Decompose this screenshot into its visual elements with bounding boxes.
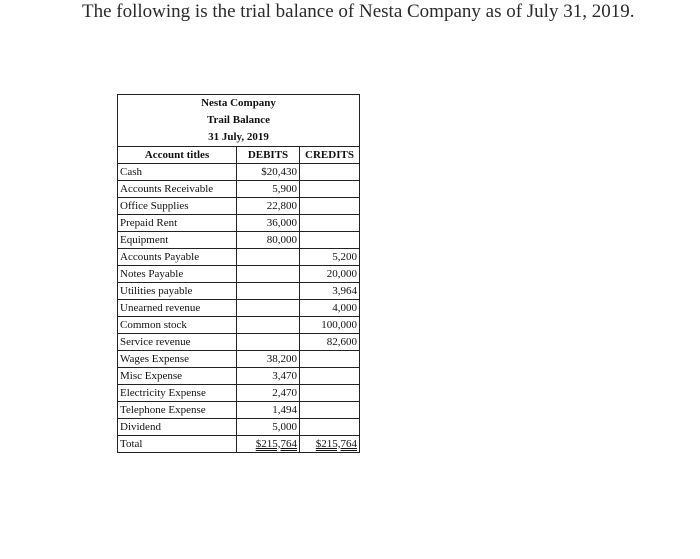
debit-cell: 36,000: [237, 215, 300, 232]
account-title-cell: Wages Expense: [118, 351, 237, 368]
table-row: [118, 334, 360, 351]
debit-cell: 22,800: [237, 198, 300, 215]
table-row: [118, 215, 360, 232]
total-row: [118, 436, 360, 453]
table-row: [118, 385, 360, 402]
debit-cell: [237, 317, 300, 334]
debit-cell: 5,900: [237, 181, 300, 198]
credit-cell: 4,000: [300, 300, 360, 317]
table-row: [118, 266, 360, 283]
statement-date: 31 July, 2019: [118, 129, 360, 147]
total-credit: $215,764: [300, 436, 360, 453]
account-title-cell: Equipment: [118, 232, 237, 249]
table-header-date-row: [118, 129, 360, 147]
credit-cell: 20,000: [300, 266, 360, 283]
table-row: [118, 351, 360, 368]
debit-cell: [237, 266, 300, 283]
account-title-cell: Prepaid Rent: [118, 215, 237, 232]
intro-text: The following is the trial balance of Nesta Company as of July 31, 2019.: [82, 1, 635, 22]
debit-cell: $20,430: [237, 164, 300, 181]
credit-cell: [300, 164, 360, 181]
account-titles-header: Account titles: [118, 147, 237, 164]
table-row: [118, 232, 360, 249]
table-row: [118, 300, 360, 317]
account-title-cell: Office Supplies: [118, 198, 237, 215]
account-title-cell: Cash: [118, 164, 237, 181]
account-title-cell: Common stock: [118, 317, 237, 334]
account-title-cell: Notes Payable: [118, 266, 237, 283]
credit-cell: 82,600: [300, 334, 360, 351]
debit-cell: 2,470: [237, 385, 300, 402]
credit-cell: [300, 351, 360, 368]
credit-cell: [300, 181, 360, 198]
credit-cell: [300, 368, 360, 385]
debit-cell: 5,000: [237, 419, 300, 436]
table-row: [118, 249, 360, 266]
company-name: Nesta Company: [118, 95, 360, 113]
column-header-row: [118, 147, 360, 164]
table-row: [118, 198, 360, 215]
credit-cell: [300, 402, 360, 419]
table-row: [118, 317, 360, 334]
table-row: [118, 283, 360, 300]
debit-cell: 3,470: [237, 368, 300, 385]
credit-cell: 3,964: [300, 283, 360, 300]
account-title-cell: Misc Expense: [118, 368, 237, 385]
credit-cell: 5,200: [300, 249, 360, 266]
account-title-cell: Dividend: [118, 419, 237, 436]
debit-cell: [237, 334, 300, 351]
debit-cell: [237, 300, 300, 317]
account-title-cell: Utilities payable: [118, 283, 237, 300]
account-title-cell: Electricity Expense: [118, 385, 237, 402]
total-debit: $215,764: [237, 436, 300, 453]
total-label: Total: [118, 436, 237, 453]
debits-header: DEBITS: [237, 147, 300, 164]
credit-cell: [300, 419, 360, 436]
table-row: [118, 419, 360, 436]
trial-balance-table: [117, 94, 360, 453]
table-row: [118, 368, 360, 385]
credit-cell: [300, 232, 360, 249]
statement-title: Trail Balance: [118, 112, 360, 129]
account-title-cell: Telephone Expense: [118, 402, 237, 419]
account-title-cell: Unearned revenue: [118, 300, 237, 317]
credit-cell: [300, 198, 360, 215]
debit-cell: 1,494: [237, 402, 300, 419]
account-title-cell: Accounts Payable: [118, 249, 237, 266]
table-row: [118, 181, 360, 198]
debit-cell: [237, 249, 300, 266]
table-row: [118, 402, 360, 419]
account-title-cell: Service revenue: [118, 334, 237, 351]
credit-cell: 100,000: [300, 317, 360, 334]
debit-cell: [237, 283, 300, 300]
table-header-company-row: [118, 95, 360, 113]
credit-cell: [300, 215, 360, 232]
account-title-cell: Accounts Receivable: [118, 181, 237, 198]
debit-cell: 38,200: [237, 351, 300, 368]
table-header-title-row: [118, 112, 360, 129]
table-row: [118, 164, 360, 181]
credit-cell: [300, 385, 360, 402]
credits-header: CREDITS: [300, 147, 360, 164]
debit-cell: 80,000: [237, 232, 300, 249]
